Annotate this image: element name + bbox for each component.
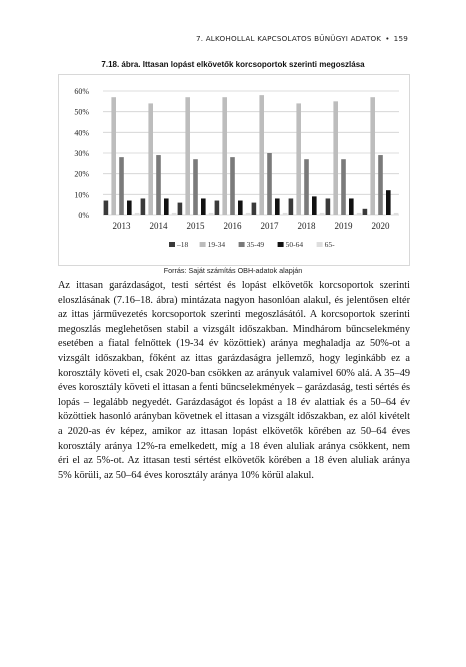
x-tick-label: 2019 bbox=[334, 221, 353, 231]
bar-65-2019 bbox=[357, 213, 362, 215]
legend-swatch bbox=[169, 242, 175, 247]
x-tick-label: 2014 bbox=[149, 221, 168, 231]
bar-18-2019 bbox=[326, 198, 331, 215]
legend-swatch bbox=[278, 242, 284, 247]
chart-container bbox=[58, 74, 410, 266]
bar-3549-2016 bbox=[230, 157, 235, 215]
legend-swatch bbox=[239, 242, 245, 247]
bar-3549-2015 bbox=[193, 159, 198, 215]
running-header bbox=[196, 34, 408, 43]
figure-title: 7.18. ábra. Ittasan lopást elkövetők korcsoportok szerinti megoszlása bbox=[101, 60, 365, 69]
legend-swatch bbox=[317, 242, 323, 247]
bar-18-2013 bbox=[104, 201, 109, 215]
y-tick-label: 30% bbox=[74, 149, 89, 158]
bar-1934-2019 bbox=[333, 101, 338, 215]
bar-5064-2014 bbox=[164, 198, 169, 215]
bar-5064-2019 bbox=[349, 198, 354, 215]
bar-18-2016 bbox=[215, 201, 220, 215]
x-tick-label: 2018 bbox=[297, 221, 316, 231]
bar-5064-2018 bbox=[312, 196, 317, 215]
bar-65-2018 bbox=[320, 213, 325, 215]
y-tick-label: 0% bbox=[78, 211, 89, 220]
legend-label: –18 bbox=[177, 240, 189, 249]
bar-1934-2017 bbox=[259, 95, 264, 215]
paragraph: Az ittasan garázdaságot, testi sértést és lopást elkövetők korcsoportok szerinti eloszlásának (7.16–18. ábra) mintázata nagyon hasonlóan alakul, és jelentősen eltér az ittas járművezetés korcsoportok szerinti megoszlásától. A korcsoportok szerinti megoszlás meglehetősen stabil a vizsgált időszakban. Mindhárom bűncselekmény esetében a fiatal felnőttek (19-34 év közöttiek) aránya meghaladja az 50%-ot a vizsgált időszakban, főként az ittas garázdaságra jellemző, hogy leginkább ez a korosztály követi el, csak 2020-ban csökken az arányuk valamivel 60% alá. A 35–49 éves korosztály követi el ittasan a fenti bűncselekmények – garázdaság, testi sértés és lopás – legalább negyedét. Garázdaságot és lopást a 18 év alattiak és a 50–64 év közöttiek hasonló arányban követnek el ittasan a vizsgált időszakban, ez alól kivételt a 2020-as év képez, amikor az ittasan lopást elkövetők körében az 50–64 éves korosztály aránya 12%-ra emelkedett, míg a 18 éven aluliak aránya csökkent, nem éri el az 5%-ot. Az ittasan testi sértést elkövetők körében a 18 éven aluliak aránya 5% körüli, az 50–64 éves korosztály aránya 10% körül alakul. bbox=[58, 280, 410, 481]
x-tick-label: 2017 bbox=[260, 221, 279, 231]
x-tick-label: 2020 bbox=[371, 221, 390, 231]
bar-1934-2013 bbox=[111, 97, 116, 215]
page-number: 159 bbox=[393, 34, 408, 43]
bar-3549-2014 bbox=[156, 155, 161, 215]
legend-label: 19-34 bbox=[207, 240, 226, 249]
x-tick-label: 2013 bbox=[112, 221, 131, 231]
bar-3549-2013 bbox=[119, 157, 124, 215]
legend-swatch bbox=[200, 242, 206, 247]
bar-1934-2020 bbox=[370, 97, 375, 215]
bar-1934-2015 bbox=[185, 97, 190, 215]
bar-5064-2015 bbox=[201, 198, 206, 215]
bar-1934-2016 bbox=[222, 97, 227, 215]
header-separator: • bbox=[385, 34, 390, 43]
bar-18-2017 bbox=[252, 203, 257, 215]
bar-65-2016 bbox=[246, 213, 251, 215]
bar-1934-2014 bbox=[148, 103, 153, 215]
y-tick-label: 20% bbox=[74, 169, 89, 179]
y-tick-label: 60% bbox=[74, 87, 89, 96]
bar-18-2015 bbox=[178, 203, 183, 215]
y-tick-label: 40% bbox=[74, 128, 89, 138]
bar-65-2015 bbox=[209, 213, 214, 215]
section-title: 7. ALKOHOLLAL KAPCSOLATOS BŰNÜGYI ADATOK bbox=[195, 34, 382, 43]
bar-3549-2017 bbox=[267, 153, 272, 215]
legend-label: 65- bbox=[324, 240, 335, 249]
y-tick-label: 10% bbox=[74, 190, 89, 200]
bar-18-2018 bbox=[289, 198, 294, 215]
bar-3549-2018 bbox=[304, 159, 309, 215]
bar-5064-2020 bbox=[386, 190, 391, 215]
bar-3549-2020 bbox=[378, 155, 383, 215]
y-tick-label: 50% bbox=[74, 107, 89, 117]
bar-18-2020 bbox=[363, 209, 368, 215]
bar-3549-2019 bbox=[341, 159, 346, 215]
x-tick-label: 2015 bbox=[186, 221, 205, 231]
bar-65-2014 bbox=[172, 213, 177, 215]
body-text bbox=[58, 279, 410, 483]
figure-source: Forrás: Saját számítás OBH-adatok alapján bbox=[163, 266, 303, 275]
bar-65-2013 bbox=[135, 213, 140, 215]
bar-18-2014 bbox=[141, 198, 146, 215]
bar-1934-2018 bbox=[296, 103, 301, 215]
legend-label: 50-64 bbox=[285, 240, 304, 249]
bar-chart bbox=[59, 75, 409, 265]
bar-5064-2016 bbox=[238, 201, 243, 215]
bar-5064-2013 bbox=[127, 201, 132, 215]
bar-5064-2017 bbox=[275, 198, 280, 215]
bar-65-2017 bbox=[283, 213, 288, 215]
legend-label: 35-49 bbox=[246, 240, 265, 249]
x-tick-label: 2016 bbox=[223, 221, 242, 231]
bar-65-2020 bbox=[394, 213, 399, 215]
